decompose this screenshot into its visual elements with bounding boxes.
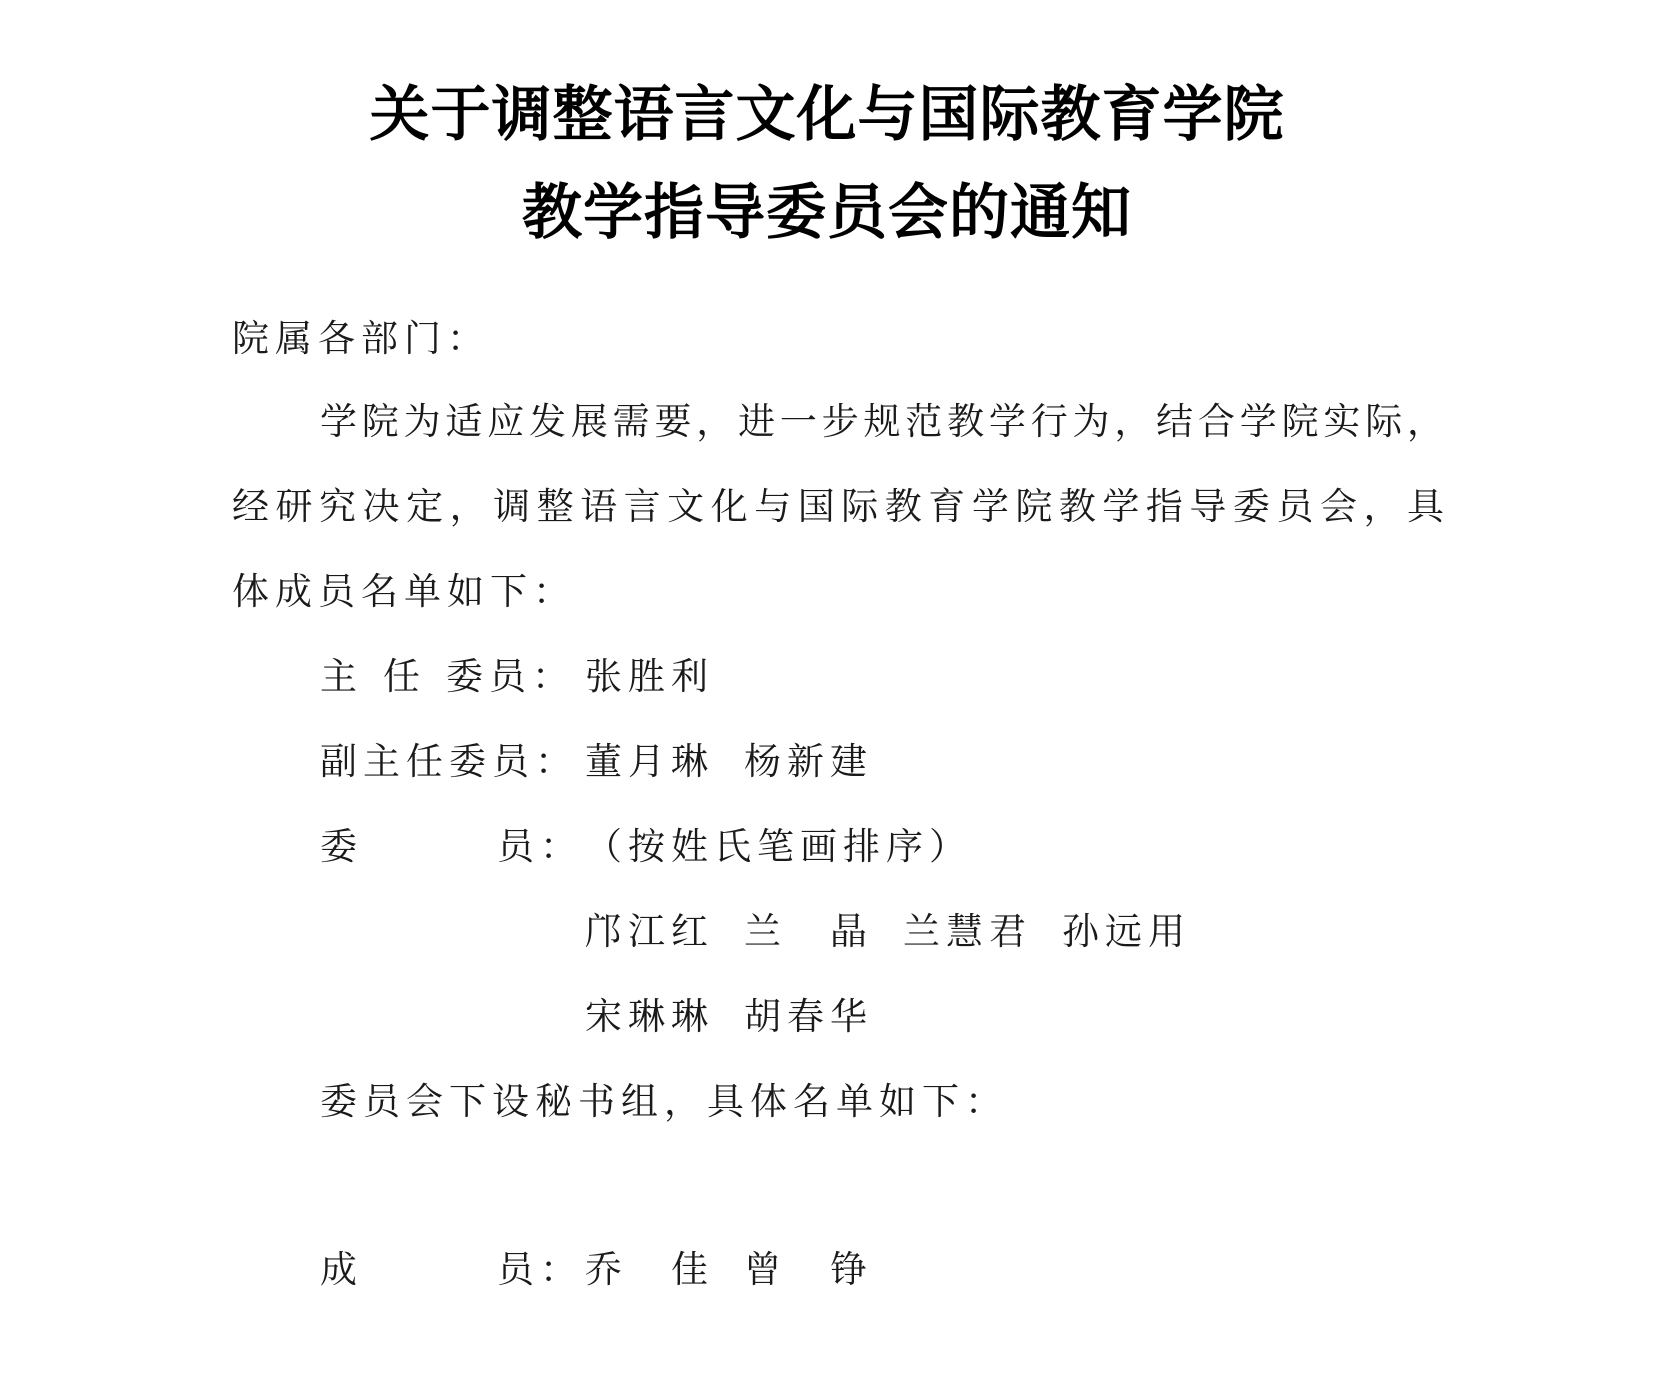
member-name: 兰 晶: [744, 910, 873, 953]
deputy-names: [585, 737, 873, 787]
members-label-2: 员：: [497, 825, 583, 868]
director-label-1: 主: [320, 655, 357, 698]
paragraph-line-3: 体成员名单如下：: [232, 570, 576, 613]
paragraph-line-2: 经研究决定，调整语言文化与国际教育学院教学指导委员会，具: [232, 485, 1444, 528]
title-line-1: 关于调整语言文化与国际教育学院: [369, 80, 1285, 150]
secretariat-label-1: 成: [320, 1248, 357, 1291]
director-label-3: 委员：: [446, 655, 575, 698]
member-name: 孙远用: [1062, 910, 1191, 953]
secretariat-intro: 委员会下设秘书组，具体名单如下：: [320, 1080, 1008, 1123]
deputy-name: 董月琳: [585, 740, 714, 783]
member-name: 兰慧君: [903, 910, 1032, 953]
members-row-1: [585, 907, 1191, 957]
members-row-2: [585, 992, 873, 1042]
member-name: 邝江红: [585, 910, 714, 953]
secretariat-member-name: 乔 佳: [585, 1248, 714, 1291]
deputy-label: 副主任委员：: [320, 740, 578, 783]
director-label-2: 任: [383, 655, 420, 698]
title-line-2: 教学指导委员会的通知: [522, 178, 1132, 248]
member-name: 宋琳琳: [585, 995, 714, 1038]
members-note: （按姓氏笔画排序）: [585, 825, 972, 868]
secretariat-members: [585, 1245, 873, 1295]
members-label-1: 委: [320, 825, 357, 868]
secretariat-label-2: 员：: [497, 1248, 583, 1291]
salutation: 院属各部门：: [232, 317, 490, 360]
paragraph-line-1: 学院为适应发展需要，进一步规范教学行为，结合学院实际，: [320, 400, 1444, 443]
member-name: 胡春华: [744, 995, 873, 1038]
deputy-name: 杨新建: [744, 740, 873, 783]
secretariat-member-name: 曾 铮: [744, 1248, 873, 1291]
director-name: 张胜利: [585, 655, 714, 698]
